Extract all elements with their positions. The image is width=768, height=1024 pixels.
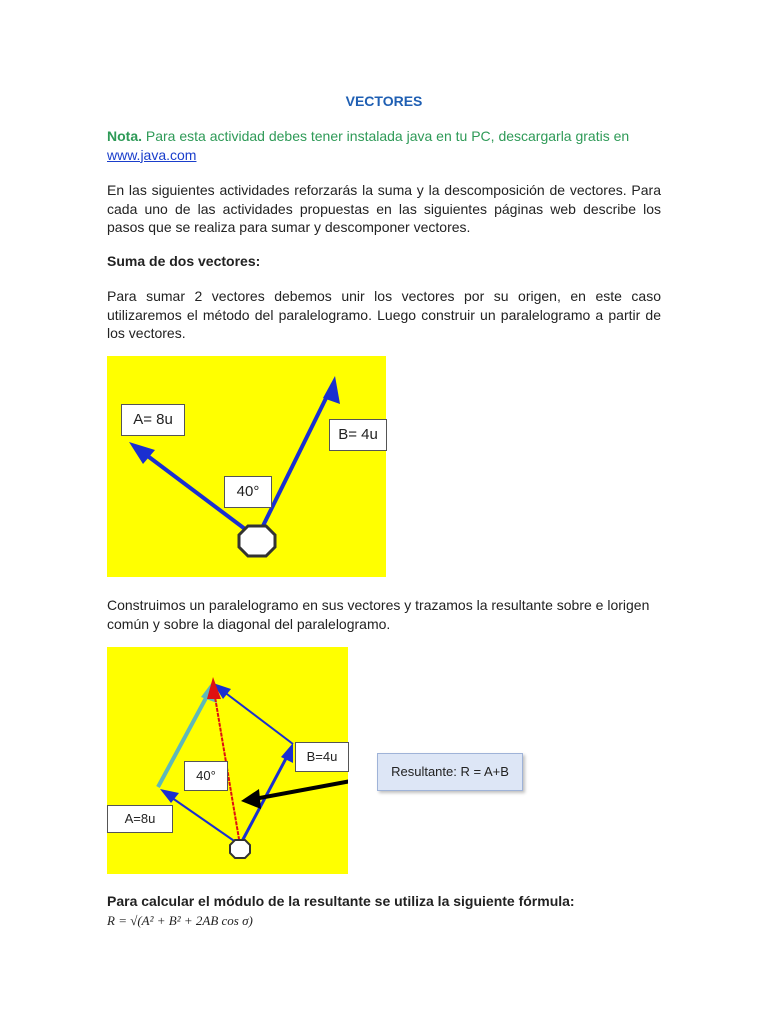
note-paragraph <box>107 127 661 164</box>
java-link[interactable]: www.java.com <box>107 146 197 163</box>
angle-label: 40° <box>184 761 228 791</box>
label-a: A= 8u <box>121 404 185 436</box>
label-a: A=8u <box>107 805 173 833</box>
resultant-callout: Resultante: R = A+B <box>377 753 523 791</box>
label-b: B=4u <box>295 742 349 772</box>
figure-vectors <box>107 356 386 577</box>
vector-a-line <box>165 793 240 845</box>
figure-vectors-drawing <box>107 356 386 577</box>
paragraph-1: Para sumar 2 vectores debemos unir los vectores por su origen, en este caso utilizaremos el método del paralelogramo. Luego construir un paralelogramo a partir de los vectores. <box>107 288 661 341</box>
note-text: Para esta actividad debes tener instalada java en tu PC, descargarla gratis en <box>142 128 630 144</box>
vector-b-line <box>257 384 333 538</box>
formula-heading: Para calcular el módulo de la resultante se utiliza la siguiente fórmula: <box>107 893 575 909</box>
label-b: B= 4u <box>329 419 387 451</box>
section-heading: Suma de dos vectores: <box>107 253 261 269</box>
callout-pointer-head <box>241 789 261 809</box>
page-title: VECTORES <box>345 93 423 109</box>
origin-marker <box>239 526 275 556</box>
formula: R = √(A² + B² + 2AB cos σ) <box>107 913 253 928</box>
figure-parallelogram <box>107 647 348 874</box>
angle-label: 40° <box>224 476 272 508</box>
origin-marker <box>230 840 250 858</box>
paragraph-2: Construimos un paralelogramo en sus vectores y trazamos la resultante sobre e lorigen común y sobre la diagonal del paralelogramo. <box>107 597 650 632</box>
callout-pointer <box>254 776 348 799</box>
intro-paragraph: En las siguientes actividades reforzarás la suma y la descomposición de vectores. Para cada uno de las actividades propuestas en las siguientes páginas web describe los pasos que se realiza para sumar y descomponer vectores. <box>107 182 661 235</box>
note-label: Nota. <box>107 128 142 144</box>
vector-b-arrowhead <box>281 743 293 763</box>
